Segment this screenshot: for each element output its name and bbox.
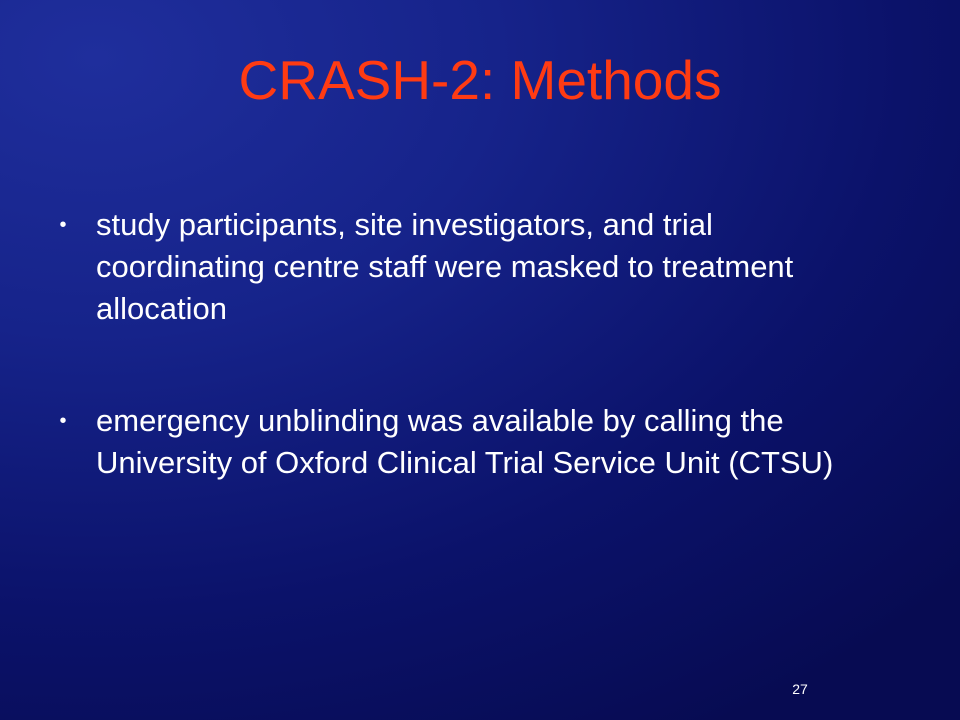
bullet-text: emergency unblinding was available by calling the University of Oxford Clinical Trial Service Unit (CTSU)	[96, 403, 834, 480]
bullet-item	[56, 204, 886, 330]
bullet-dot-icon: •	[59, 410, 67, 432]
bullet-text: study participants, site investigators, and trial coordinating centre staff were masked to treatment allocation	[96, 207, 794, 326]
bullet-dot-icon: •	[59, 214, 67, 236]
bullet-item	[56, 400, 886, 484]
slide-number: 27	[792, 681, 808, 697]
bullet-list	[56, 204, 886, 484]
slide-title: CRASH-2: Methods	[238, 49, 722, 111]
